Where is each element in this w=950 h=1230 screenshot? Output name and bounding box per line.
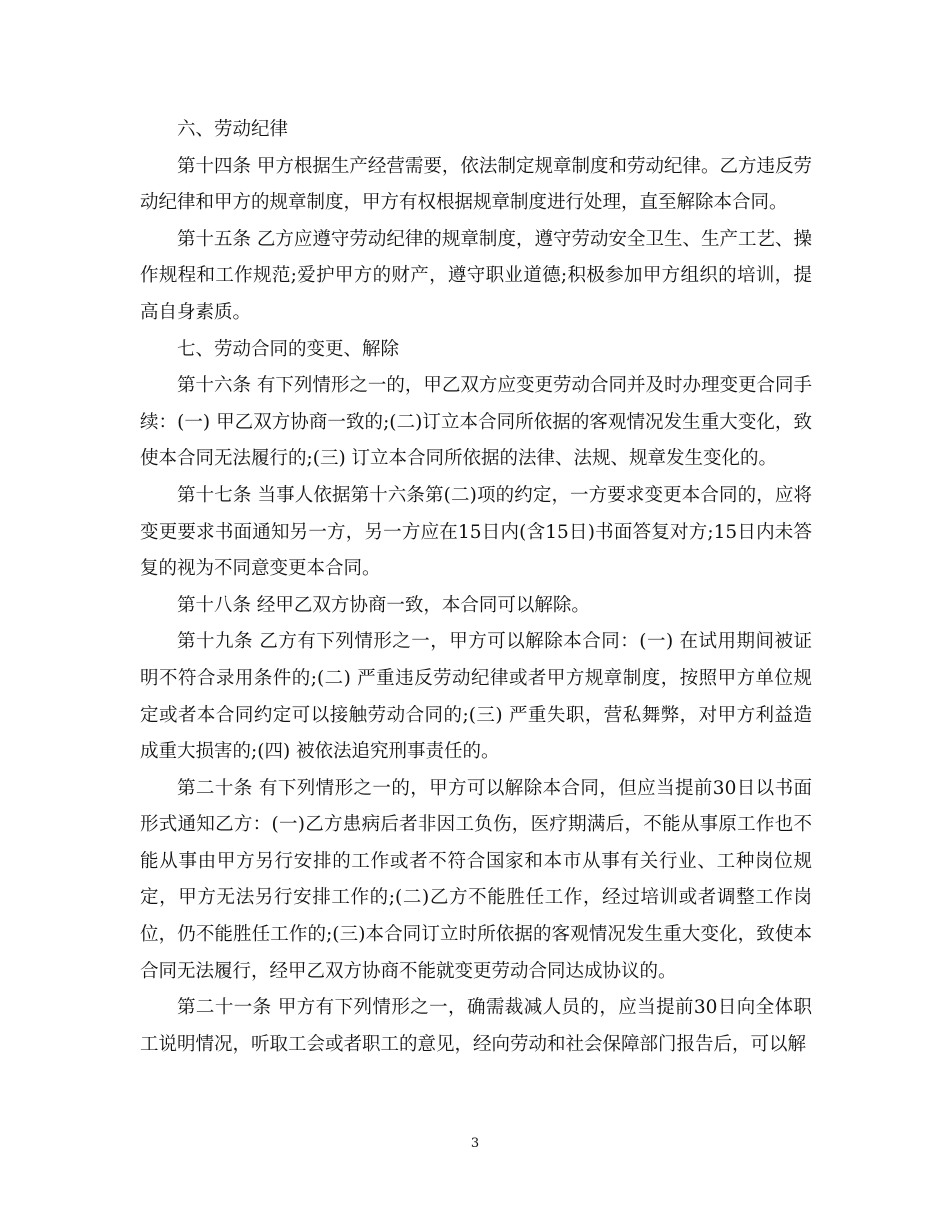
article-21: 第二十一条 甲方有下列情形之一，确需裁减人员的，应当提前30日向全体职工说明情况，听取工会或者职工的意见，经向劳动和社会保障部门报告后，可以解 (140, 997, 812, 1055)
article-14: 第十四条 甲方根据生产经营需要，依法制定规章制度和劳动纪律。乙方违反劳动纪律和甲方的规章制度，甲方有权根据规章制度进行处理，直至解除本合同。 (140, 155, 812, 214)
article-20: 第二十条 有下列情形之一的，甲方可以解除本合同，但应当提前30日以书面形式通知乙方：(一)乙方患病后者非因工负伤，医疗期满后，不能从事原工作也不能从事由甲方另行安排的工作或者不符合国家和本市从事有关行业、工种岗位规定，甲方无法另行安排工作的;(二)乙方不能胜任工作，经过培训或者调整工作岗位，仍不能胜任工作的;(三)本合同订立时所依据的客观情况发生重大变化，致使本合同无法履行，经甲乙双方协商不能就变更劳动合同达成协议的。 (140, 777, 812, 982)
article-15: 第十五条 乙方应遵守劳动纪律的规章制度，遵守劳动安全卫生、生产工艺、操作规程和工作规范;爱护甲方的财产，遵守职业道德;积极参加甲方组织的培训，提高自身素质。 (140, 228, 812, 323)
section-heading-contract-change-termination: 七、劳动合同的变更、解除 (177, 338, 400, 360)
article-17: 第十七条 当事人依据第十六条第(二)项的约定，一方要求变更本合同的，应将变更要求书面通知另一方，另一方应在15日内(含15日)书面答复对方;15日内未答复的视为不同意变更本合同。 (140, 484, 812, 580)
document-body (140, 112, 812, 1063)
page-number: 3 (470, 1136, 480, 1151)
article-18: 第十八条 经甲乙双方协商一致，本合同可以解除。 (177, 594, 590, 616)
article-19: 第十九条 乙方有下列情形之一，甲方可以解除本合同：(一) 在试用期间被证明不符合录用条件的;(二) 严重违反劳动纪律或者甲方规章制度，按照甲方单位规定或者本合同约定可以接触劳动合同的;(三) 严重失职，营私舞弊，对甲方利益造成重大损害的;(四) 被依法追究刑事责任的。 (140, 631, 812, 763)
section-heading-labor-discipline: 六、劳动纪律 (177, 119, 289, 140)
article-16: 第十六条 有下列情形之一的，甲乙双方应变更劳动合同并及时办理变更合同手续：(一) 甲乙双方协商一致的;(二)订立本合同所依据的客观情况发生重大变化，致使本合同无法履行的;(三) 订立本合同所依据的法律、法规、规章发生变化的。 (140, 375, 812, 470)
